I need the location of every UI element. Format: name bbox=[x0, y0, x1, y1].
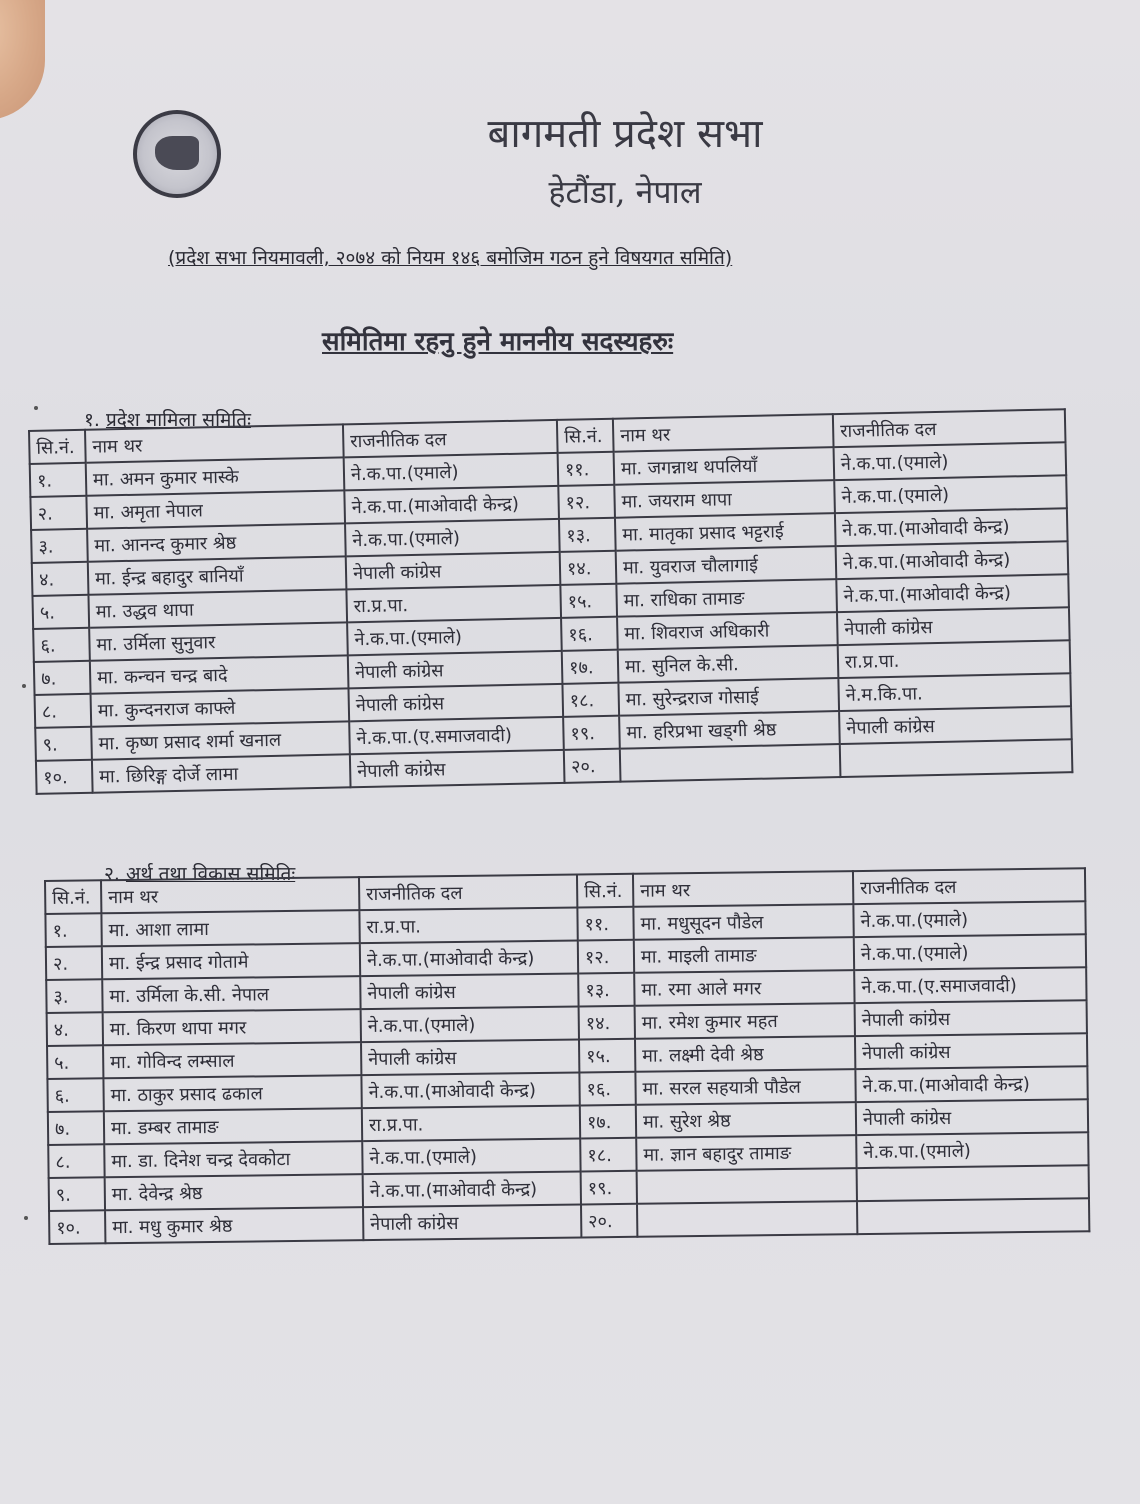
stray-mark bbox=[22, 684, 26, 688]
member-name-cell bbox=[620, 744, 841, 782]
serial-number-cell: १६. bbox=[579, 1072, 635, 1106]
member-name-cell: मा. गोविन्द लम्साल bbox=[103, 1042, 361, 1078]
column-header-name: नाम थर bbox=[613, 414, 834, 452]
serial-number-cell: ९. bbox=[49, 1177, 105, 1211]
serial-number-cell: ५. bbox=[32, 595, 89, 629]
committee-1-number: १. bbox=[84, 409, 100, 431]
assembly-title: बागमती प्रदेश सभा bbox=[487, 111, 763, 157]
member-name-cell: मा. उद्धव थापा bbox=[88, 589, 347, 627]
party-cell: ने.क.पा.(एमाले) bbox=[347, 618, 562, 655]
serial-number-cell: ८. bbox=[35, 694, 92, 728]
party-cell: ने.क.पा.(माओवादी केन्द्र) bbox=[855, 1066, 1087, 1102]
column-header-sn: सि.नं. bbox=[29, 430, 86, 464]
party-cell: ने.क.पा.(माओवादी केन्द्र) bbox=[836, 574, 1069, 612]
party-cell: नेपाली कांग्रेस bbox=[360, 973, 578, 1009]
column-header-sn: सि.नं. bbox=[557, 419, 614, 453]
member-name-cell bbox=[637, 1168, 857, 1204]
member-name-cell: मा. लक्ष्मी देवी श्रेष्ठ bbox=[635, 1036, 855, 1072]
member-name-cell: मा. आनन्द कुमार श्रेष्ठ bbox=[87, 523, 346, 561]
members-heading: समितिमा रहनु हुने माननीय सदस्यहरुः bbox=[322, 327, 674, 357]
column-header-party: राजनीतिक दल bbox=[343, 420, 558, 457]
party-cell: रा.प्र.पा. bbox=[838, 640, 1071, 678]
assembly-location: हेटौंडा, नेपाल bbox=[548, 173, 702, 211]
member-name-cell: मा. डम्बर तामाङ bbox=[104, 1108, 362, 1144]
member-name-cell: मा. सुरेश श्रेष्ठ bbox=[636, 1102, 856, 1138]
party-cell: ने.क.पा.(एमाले) bbox=[853, 901, 1085, 937]
party-cell: ने.क.पा.(माओवादी केन्द्र) bbox=[344, 486, 559, 523]
party-cell: ने.क.पा.(माओवादी केन्द्र) bbox=[361, 1072, 579, 1108]
column-header-party: राजनीतिक दल bbox=[833, 409, 1066, 447]
member-name-cell bbox=[637, 1201, 857, 1237]
party-cell: नेपाली कांग्रेस bbox=[348, 684, 563, 721]
serial-number-cell: १४. bbox=[560, 551, 617, 585]
serial-number-cell: १२. bbox=[558, 485, 615, 519]
party-cell: ने.क.पा.(माओवादी केन्द्र) bbox=[360, 940, 578, 976]
member-name-cell: मा. सुरेन्द्रराज गोसाई bbox=[618, 678, 839, 716]
party-cell: नेपाली कांग्रेस bbox=[361, 1039, 579, 1075]
member-name-cell: मा. हरिप्रभा खड्गी श्रेष्ठ bbox=[619, 711, 840, 749]
party-cell: ने.क.पा.(एमाले) bbox=[834, 475, 1067, 513]
serial-number-cell: ९. bbox=[35, 727, 92, 761]
party-cell: रा.प्र.पा. bbox=[359, 907, 577, 943]
thumb-photo-edge bbox=[0, 0, 45, 120]
serial-number-cell: १३. bbox=[559, 518, 616, 552]
serial-number-cell: ८. bbox=[48, 1144, 104, 1178]
serial-number-cell: १७. bbox=[562, 650, 619, 684]
rules-subtitle: (प्रदेश सभा नियमावली, २०७४ को नियम १४६ बमोजिम गठन हुने विषयगत समिति) bbox=[168, 247, 733, 269]
party-cell: रा.प्र.पा. bbox=[346, 585, 561, 622]
party-cell bbox=[857, 1165, 1089, 1201]
party-cell: ने.क.पा.(एमाले) bbox=[361, 1006, 579, 1042]
member-name-cell: मा. मधु कुमार श्रेष्ठ bbox=[105, 1207, 363, 1243]
member-name-cell: मा. उर्मिला के.सी. नेपाल bbox=[102, 976, 360, 1012]
party-cell: नेपाली कांग्रेस bbox=[837, 607, 1070, 645]
member-name-cell: मा. जगन्नाथ थपलियाँ bbox=[614, 447, 835, 485]
member-name-cell: मा. जयराम थापा bbox=[614, 480, 835, 518]
member-name-cell: मा. कुन्दनराज काफ्ले bbox=[91, 688, 350, 726]
serial-number-cell: २०. bbox=[581, 1204, 637, 1238]
serial-number-cell: १५. bbox=[560, 584, 617, 618]
party-cell: ने.म.कि.पा. bbox=[838, 673, 1071, 711]
member-name-cell: मा. सरल सहयात्री पौडेल bbox=[635, 1069, 855, 1105]
serial-number-cell: १३. bbox=[578, 973, 634, 1007]
serial-number-cell: १०. bbox=[36, 760, 93, 794]
serial-number-cell: ६. bbox=[33, 628, 90, 662]
serial-number-cell: १. bbox=[45, 913, 101, 947]
member-name-cell: मा. रमेश कुमार महत bbox=[635, 1003, 855, 1039]
member-name-cell: मा. किरण थापा मगर bbox=[103, 1009, 361, 1045]
serial-number-cell: २. bbox=[46, 946, 102, 980]
committee-2-name: अर्थ तथा विकास समितिः bbox=[125, 863, 296, 885]
party-cell: ने.क.पा.(एमाले) bbox=[345, 519, 560, 556]
member-name-cell: मा. मातृका प्रसाद भट्टराई bbox=[615, 513, 836, 551]
serial-number-cell: ५. bbox=[47, 1045, 103, 1079]
party-cell: ने.क.पा.(ए.समाजवादी) bbox=[854, 967, 1086, 1003]
member-name-cell: मा. रमा आले मगर bbox=[634, 970, 854, 1006]
serial-number-cell: ६. bbox=[47, 1078, 103, 1112]
member-name-cell: मा. अमृता नेपाल bbox=[86, 490, 345, 528]
column-header-sn: सि.नं. bbox=[577, 874, 633, 908]
party-cell bbox=[857, 1198, 1089, 1234]
party-cell: ने.क.पा.(माओवादी केन्द्र) bbox=[835, 508, 1068, 546]
serial-number-cell: ४. bbox=[47, 1012, 103, 1046]
serial-number-cell: १५. bbox=[579, 1039, 635, 1073]
member-name-cell: मा. छिरिङ्ग दोर्जे लामा bbox=[92, 754, 351, 792]
member-name-cell: मा. शिवराज अधिकारी bbox=[617, 612, 838, 650]
party-cell: ने.क.पा.(माओवादी केन्द्र) bbox=[836, 541, 1069, 579]
member-name-cell: मा. कन्चन चन्द्र बादे bbox=[90, 655, 349, 693]
serial-number-cell: ३. bbox=[31, 529, 88, 563]
serial-number-cell: ११. bbox=[558, 452, 615, 486]
column-header-party: राजनीतिक दल bbox=[359, 874, 577, 910]
stray-mark bbox=[34, 406, 38, 410]
member-name-cell: मा. डा. दिनेश चन्द्र देवकोटा bbox=[104, 1141, 362, 1177]
member-name-cell: मा. ज्ञान बहादुर तामाङ bbox=[636, 1135, 856, 1171]
column-header-party: राजनीतिक दल bbox=[853, 868, 1085, 904]
member-name-cell: मा. उर्मिला सुनुवार bbox=[89, 622, 348, 660]
member-name-cell: मा. ठाकुर प्रसाद ढकाल bbox=[103, 1075, 361, 1111]
party-cell: ने.क.पा.(एमाले) bbox=[856, 1132, 1088, 1168]
committee-2-number: २. bbox=[104, 863, 120, 885]
column-header-name: नाम थर bbox=[85, 424, 344, 462]
column-header-name: नाम थर bbox=[101, 877, 359, 913]
committee-1-table bbox=[28, 408, 1073, 795]
party-cell: नेपाली कांग्रेस bbox=[856, 1099, 1088, 1135]
member-name-cell: मा. मधुसूदन पौडेल bbox=[633, 904, 853, 940]
serial-number-cell: ११. bbox=[577, 907, 633, 941]
party-cell: नेपाली कांग्रेस bbox=[346, 552, 561, 589]
party-cell: नेपाली कांग्रेस bbox=[350, 750, 565, 787]
party-cell: नेपाली कांग्रेस bbox=[363, 1204, 581, 1240]
party-cell bbox=[840, 739, 1073, 777]
serial-number-cell: ७. bbox=[34, 661, 91, 695]
member-name-cell: मा. युवराज चौलागाई bbox=[616, 546, 837, 584]
member-name-cell: मा. ईन्द्र प्रसाद गोतामे bbox=[102, 943, 360, 979]
serial-number-cell: १८. bbox=[580, 1138, 636, 1172]
stray-mark bbox=[24, 1216, 28, 1220]
party-cell: ने.क.पा.(माओवादी केन्द्र) bbox=[363, 1171, 581, 1207]
member-name-cell: मा. माइली तामाङ bbox=[634, 937, 854, 973]
member-name-cell: मा. सुनिल के.सी. bbox=[618, 645, 839, 683]
serial-number-cell: १६. bbox=[561, 617, 618, 651]
serial-number-cell: २. bbox=[30, 496, 87, 530]
serial-number-cell: १७. bbox=[580, 1105, 636, 1139]
party-cell: नेपाली कांग्रेस bbox=[839, 706, 1072, 744]
member-name-cell: मा. अमन कुमार मास्के bbox=[86, 457, 345, 495]
serial-number-cell: १०. bbox=[49, 1210, 105, 1244]
serial-number-cell: ४. bbox=[32, 562, 89, 596]
member-name-cell: मा. राधिका तामाङ bbox=[616, 579, 837, 617]
member-name-cell: मा. आशा लामा bbox=[101, 910, 359, 946]
serial-number-cell: ७. bbox=[48, 1111, 104, 1145]
party-cell: ने.क.पा.(एमाले) bbox=[344, 453, 559, 490]
serial-number-cell: ३. bbox=[46, 979, 102, 1013]
serial-number-cell: २०. bbox=[564, 749, 621, 783]
party-cell: नेपाली कांग्रेस bbox=[855, 1033, 1087, 1069]
party-cell: ने.क.पा.(एमाले) bbox=[834, 442, 1067, 480]
serial-number-cell: १९. bbox=[563, 716, 620, 750]
committee-2-table bbox=[44, 867, 1090, 1245]
member-name-cell: मा. कृष्ण प्रसाद शर्मा खनाल bbox=[91, 721, 350, 759]
party-cell: ने.क.पा.(ए.समाजवादी) bbox=[349, 717, 564, 754]
party-cell: नेपाली कांग्रेस bbox=[348, 651, 563, 688]
serial-number-cell: १८. bbox=[562, 683, 619, 717]
serial-number-cell: १९. bbox=[581, 1171, 637, 1205]
committee-1-name: प्रदेश मामिला समितिः bbox=[105, 409, 251, 431]
serial-number-cell: १४. bbox=[579, 1006, 635, 1040]
serial-number-cell: १. bbox=[30, 463, 87, 497]
column-header-sn: सि.नं. bbox=[45, 880, 101, 914]
party-cell: रा.प्र.पा. bbox=[362, 1105, 580, 1141]
party-cell: नेपाली कांग्रेस bbox=[855, 1000, 1087, 1036]
member-name-cell: मा. ईन्द्र बहादुर बानियाँ bbox=[88, 556, 347, 594]
party-cell: ने.क.पा.(एमाले) bbox=[362, 1138, 580, 1174]
column-header-name: नाम थर bbox=[633, 871, 853, 907]
party-cell: ने.क.पा.(एमाले) bbox=[854, 934, 1086, 970]
member-name-cell: मा. देवेन्द्र श्रेष्ठ bbox=[105, 1174, 363, 1210]
serial-number-cell: १२. bbox=[578, 940, 634, 974]
